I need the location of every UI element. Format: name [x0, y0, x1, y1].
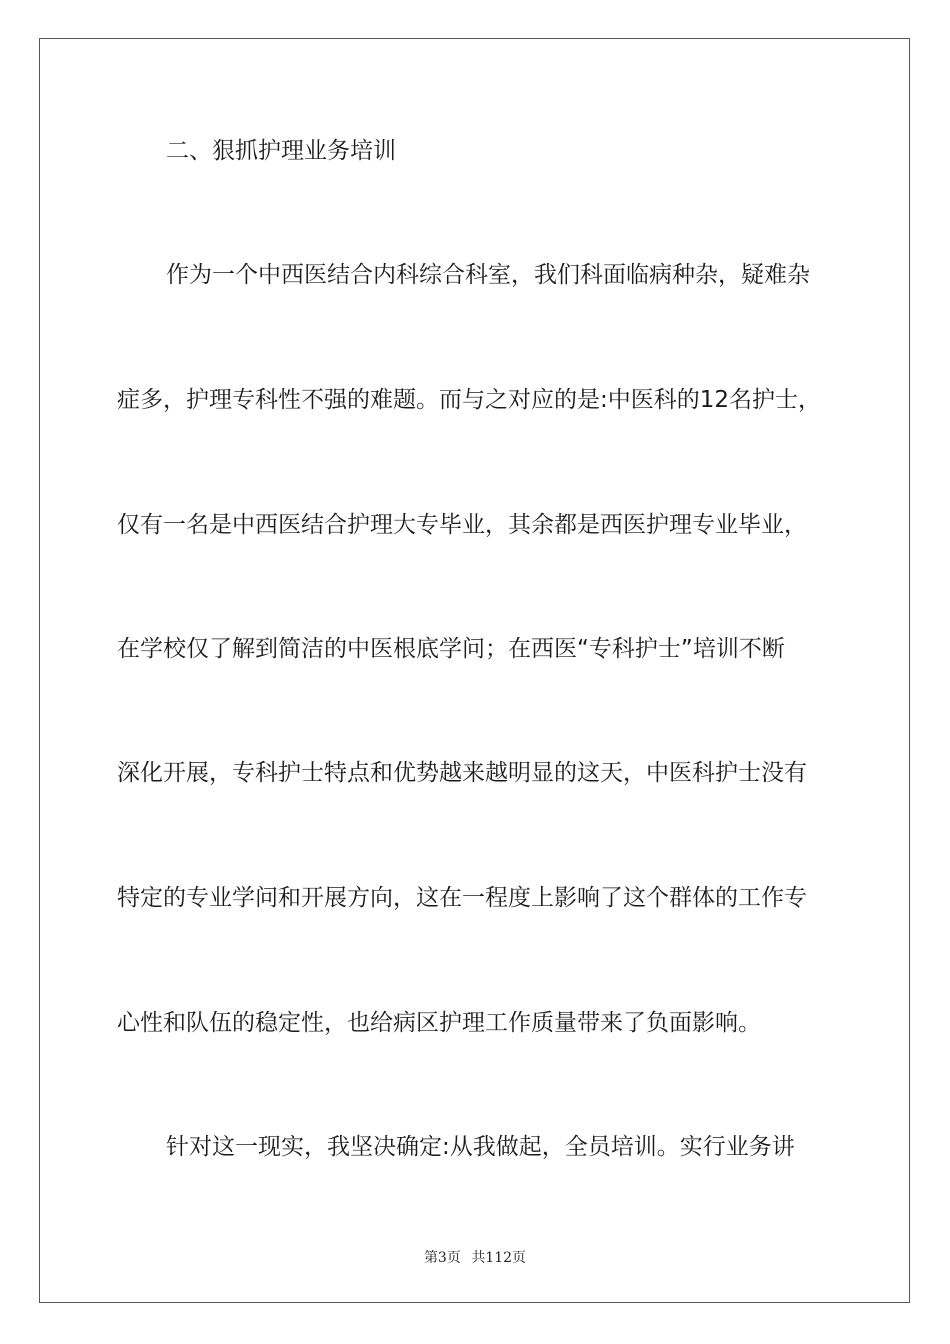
page-number: 第3页	[423, 1250, 461, 1266]
total-pages: 共112页	[471, 1250, 527, 1266]
paragraph-line-3: 仅有一名是中西医结合护理大专毕业，其余都是西医护理专业毕业，	[117, 512, 807, 538]
paragraph-line-1: 作为一个中西医结合内科综合科室，我们科面临病种杂，疑难杂	[166, 262, 810, 288]
paragraph-line-2: 症多，护理专科性不强的难题。而与之对应的是:中医科的12名护士，	[117, 387, 822, 413]
page-footer	[0, 1247, 950, 1267]
paragraph-line-5: 深化开展，专科护士特点和优势越来越明显的这天，中医科护士没有	[117, 760, 807, 786]
paragraph-line-8: 针对这一现实，我坚决确定:从我做起，全员培训。实行业务讲	[166, 1134, 795, 1160]
page-border	[39, 38, 910, 1303]
paragraph-line-4: 在学校仅了解到简洁的中医根底学问；在西医“专科护士”培训不断	[117, 636, 785, 662]
paragraph-line-6: 特定的专业学问和开展方向，这在一程度上影响了这个群体的工作专	[117, 885, 807, 911]
section-heading: 二、狠抓护理业务培训	[166, 138, 396, 164]
paragraph-line-7: 心性和队伍的稳定性，也给病区护理工作质量带来了负面影响。	[117, 1010, 761, 1036]
